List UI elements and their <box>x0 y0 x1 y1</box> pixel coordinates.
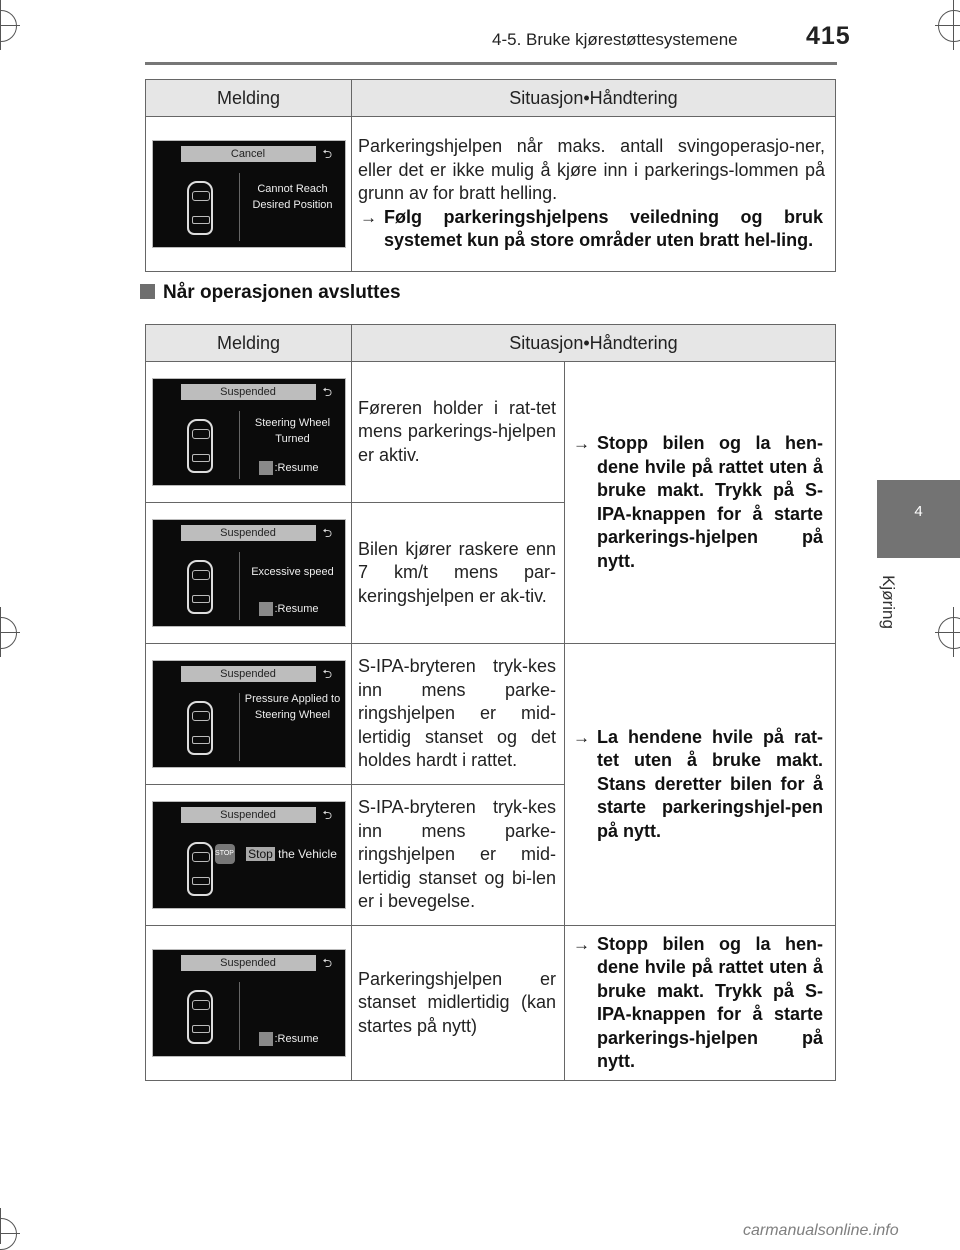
display-screen <box>152 801 346 909</box>
col-header-message: Melding <box>146 325 352 362</box>
col-header-situation: Situasjon•Håndtering <box>352 325 836 362</box>
action-text-block <box>565 933 835 1074</box>
table-header-row <box>146 325 836 362</box>
right-arrow-icon: → <box>360 207 377 227</box>
car-icon <box>187 560 213 614</box>
car-icon <box>187 701 213 755</box>
parking-assist-icon <box>259 1032 273 1046</box>
display-message: Pressure Applied to Steering Wheel <box>244 693 341 721</box>
back-arrow-icon: ⮌ <box>322 956 333 970</box>
display-resume <box>259 1032 319 1046</box>
display-screen <box>152 519 346 627</box>
right-arrow-icon: → <box>573 934 590 954</box>
display-resume <box>259 602 319 616</box>
display-screen <box>152 660 346 768</box>
situation-cell <box>352 644 565 785</box>
situation-cell <box>352 117 836 272</box>
chapter-number: 4 <box>914 503 923 520</box>
stop-rest: the Vehicle <box>278 847 337 861</box>
back-arrow-icon: ⮌ <box>322 385 333 399</box>
message-table-1 <box>145 79 836 272</box>
action-text: Følg parkeringshjelpens veiledning og bruk systemet kun på store områder uten bratt hel-ling. <box>384 206 823 251</box>
situation-cell <box>352 362 565 503</box>
back-arrow-icon: ⮌ <box>322 808 333 822</box>
display-suspended-bar: Suspended <box>181 807 316 823</box>
action-text: La hendene hvile på rat-tet uten å bruke makt. Stans deretter bilen for å starte parkeringshjel-pen på nytt. <box>597 726 823 841</box>
display-message <box>239 846 345 862</box>
display-screen <box>152 140 346 248</box>
stop-sign-icon: STOP <box>215 844 235 864</box>
message-cell <box>146 362 352 503</box>
display-screen <box>152 378 346 486</box>
stop-word: Stop <box>248 847 273 861</box>
chapter-label-text: Kjøring <box>878 575 898 629</box>
display-suspended-bar: Suspended <box>181 955 316 971</box>
action-cell <box>565 644 836 926</box>
car-icon <box>187 419 213 473</box>
message-cell <box>146 926 352 1081</box>
action-text: Stopp bilen og la hen-dene hvile på rattet uten å bruke makt. Trykk på S-IPA-knappen for å starte parkerings-hjelpen på nytt. <box>597 433 823 571</box>
back-arrow-icon: ⮌ <box>322 526 333 540</box>
section-heading <box>140 282 401 304</box>
situation-text: S-IPA-bryteren tryk-kes inn mens parke-ringshjelpen er mid-lertidig stanset og bi-len er i bevegelse. <box>358 797 556 912</box>
action-text: Stopp bilen og la hen-dene hvile på rattet uten å bruke makt. Trykk på S-IPA-knappen for å starte parkerings-hjelpen på nytt. <box>597 933 823 1071</box>
situation-cell <box>352 503 565 644</box>
watermark: carmanualsonline.info <box>743 1222 899 1239</box>
parking-assist-icon <box>259 602 273 616</box>
table-row <box>146 362 836 503</box>
back-arrow-icon: ⮌ <box>322 147 333 161</box>
back-arrow-icon: ⮌ <box>322 667 333 681</box>
col-header-situation: Situasjon•Håndtering <box>352 80 836 117</box>
action-text-block <box>565 432 835 573</box>
section-heading-text: Når operasjonen avsluttes <box>163 282 401 303</box>
heading-square-icon <box>140 284 155 299</box>
situation-text: Parkeringshjelpen er stanset midlertidig (kan startes på nytt) <box>358 968 556 1036</box>
display-suspended-bar: Suspended <box>181 666 316 682</box>
situation-text: Parkeringshjelpen når maks. antall svingoperasjo-ner, eller det er ikke mulig å kjøre inn i parkerings-lommen på grunn av for bratt helling. <box>358 136 825 204</box>
table-row <box>146 926 836 1081</box>
action-cell <box>565 926 836 1081</box>
header-rule <box>145 62 837 65</box>
table-header-row <box>146 80 836 117</box>
section-title: 4-5. Bruke kjørestøttesystemene <box>492 30 738 49</box>
resume-label: :Resume <box>274 602 319 615</box>
table-row <box>146 117 836 272</box>
right-arrow-icon: → <box>573 727 590 747</box>
message-cell <box>146 503 352 644</box>
situation-text: Bilen kjører raskere enn 7 km/t mens par-keringshjelpen er ak-tiv. <box>358 538 556 606</box>
action-text-block <box>352 206 835 253</box>
situation-cell <box>352 926 565 1081</box>
display-suspended-bar: Suspended <box>181 384 316 400</box>
action-text-block <box>565 726 835 844</box>
display-resume <box>259 461 319 475</box>
page-number: 415 <box>806 22 851 50</box>
display-screen <box>152 949 346 1057</box>
display-cancel-bar: Cancel <box>181 146 316 162</box>
table-row <box>146 644 836 785</box>
resume-label: :Resume <box>274 461 319 474</box>
right-arrow-icon: → <box>573 434 590 453</box>
display-divider <box>239 552 240 620</box>
situation-text: S-IPA-bryteren tryk-kes inn mens parke-ringshjelpen er mid-lertidig stanset og det holdes hardt i rattet. <box>358 656 556 771</box>
action-cell <box>565 362 836 644</box>
message-table-2 <box>145 324 836 1081</box>
display-message: Cannot Reach Desired Position <box>252 183 333 211</box>
car-icon <box>187 181 213 235</box>
car-icon <box>187 842 213 896</box>
display-divider <box>239 411 240 479</box>
display-divider <box>239 173 240 241</box>
situation-text: Føreren holder i rat-tet mens parkerings-hjelpen er aktiv. <box>358 397 556 465</box>
car-icon <box>187 990 213 1044</box>
message-cell <box>146 785 352 926</box>
display-divider <box>239 693 240 761</box>
col-header-message: Melding <box>146 80 352 117</box>
display-divider <box>239 982 240 1050</box>
situation-cell <box>352 785 565 926</box>
message-cell <box>146 644 352 785</box>
parking-assist-icon <box>259 461 273 475</box>
chapter-label <box>873 570 913 640</box>
display-message: Excessive speed <box>251 566 334 578</box>
display-message: Steering Wheel Turned <box>254 417 331 445</box>
display-suspended-bar: Suspended <box>181 525 316 541</box>
message-cell <box>146 117 352 272</box>
resume-label: :Resume <box>274 1032 319 1045</box>
